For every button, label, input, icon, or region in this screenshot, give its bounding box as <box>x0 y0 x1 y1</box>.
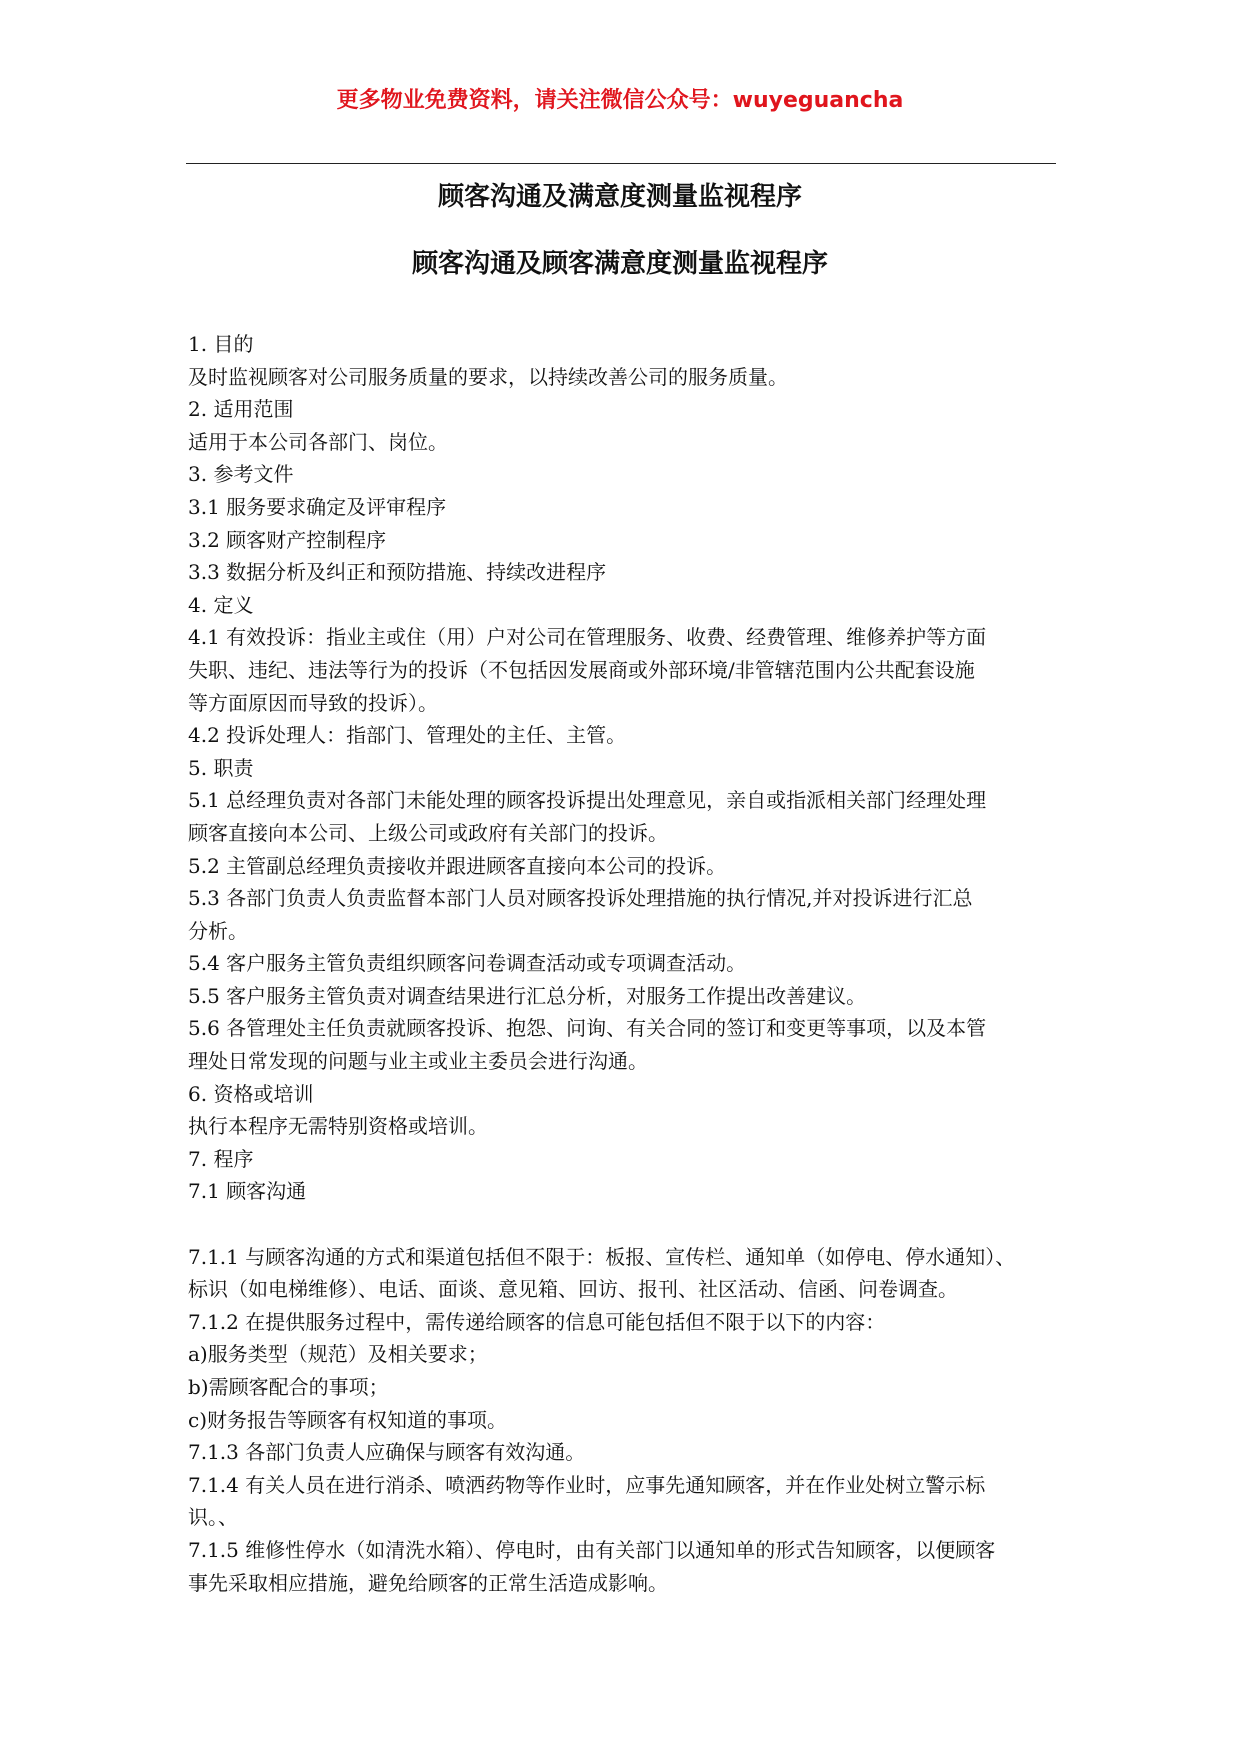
text-line: 5.4 客户服务主管负责组织顾客问卷调查活动或专项调查活动。 <box>188 951 747 976</box>
text-line: 理处日常发现的问题与业主或业主委员会进行沟通。 <box>188 1049 648 1074</box>
text-line: 事先采取相应措施，避免给顾客的正常生活造成影响。 <box>188 1570 668 1595</box>
text-line: 分析。 <box>188 918 248 943</box>
text-line: 7. 程序 <box>188 1146 254 1171</box>
text-line: 5.5 客户服务主管负责对调查结果进行汇总分析，对服务工作提出改善建议。 <box>188 983 867 1008</box>
text-line: 5.3 各部门负责人负责监督本部门人员对顾客投诉处理措施的执行情况,并对投诉进行汇总 <box>188 886 973 911</box>
document-body <box>188 328 1054 1599</box>
text-line: 顾客直接向本公司、上级公司或政府有关部门的投诉。 <box>188 820 668 845</box>
text-line: b)需顾客配合的事项； <box>188 1375 389 1399</box>
header-divider <box>186 163 1056 164</box>
text-line: 1. 目的 <box>188 332 254 356</box>
text-line: 失职、违纪、违法等行为的投诉（不包括因发展商或外部环境/非管辖范围内公共配套设施 <box>188 657 975 682</box>
text-line: 6. 资格或培训 <box>188 1081 314 1106</box>
document-title: 顾客沟通及满意度测量监视程序 <box>437 182 802 212</box>
text-line: 3.2 顾客财产控制程序 <box>188 527 387 552</box>
promo-banner: 更多物业免费资料，请关注微信公众号：wuyeguancha <box>336 88 904 113</box>
text-line: 3.1 服务要求确定及评审程序 <box>188 494 447 519</box>
text-line: 4.2 投诉处理人：指部门、管理处的主任、主管。 <box>188 723 627 748</box>
text-line: 3. 参考文件 <box>188 462 294 487</box>
text-line: a)服务类型（规范）及相关要求； <box>188 1342 488 1367</box>
text-line: 适用于本公司各部门、岗位。 <box>188 429 448 454</box>
text-line: 5.6 各管理处主任负责就顾客投诉、抱怨、问询、有关合同的签订和变更等事项，以及本管 <box>188 1016 987 1041</box>
text-line: 标识（如电梯维修）、电话、面谈、意见箱、回访、报刊、社区活动、信函、问卷调查。 <box>188 1277 958 1302</box>
text-line: c)财务报告等顾客有权知道的事项。 <box>188 1407 508 1432</box>
text-line: 7.1.1 与顾客沟通的方式和渠道包括但不限于：板报、宣传栏、通知单（如停电、停水通知）、 <box>188 1244 1016 1269</box>
text-line: 2. 适用范围 <box>188 397 294 422</box>
text-line: 7.1.2 在提供服务过程中，需传递给顾客的信息可能包括但不限于以下的内容： <box>188 1309 886 1334</box>
text-line: 执行本程序无需特别资格或培训。 <box>188 1114 488 1139</box>
text-line: 7.1.3 各部门负责人应确保与顾客有效沟通。 <box>188 1440 586 1465</box>
text-line: 4.1 有效投诉：指业主或住（用）户对公司在管理服务、收费、经费管理、维修养护等方面 <box>188 625 987 650</box>
text-line: 及时监视顾客对公司服务质量的要求，以持续改善公司的服务质量。 <box>188 364 788 389</box>
text-line: 7.1 顾客沟通 <box>188 1179 307 1204</box>
text-line: 等方面原因而导致的投诉）。 <box>188 690 438 715</box>
text-line: 7.1.5 维修性停水（如清洗水箱）、停电时，由有关部门以通知单的形式告知顾客，以便顾客 <box>188 1537 996 1562</box>
blank-line <box>188 1208 1054 1241</box>
text-line: 4. 定义 <box>188 592 254 617</box>
text-line: 7.1.4 有关人员在进行消杀、喷洒药物等作业时，应事先通知顾客，并在作业处树立警示标 <box>188 1472 986 1497</box>
document-subtitle: 顾客沟通及顾客满意度测量监视程序 <box>411 249 828 279</box>
text-line: 5.1 总经理负责对各部门未能处理的顾客投诉提出处理意见，亲自或指派相关部门经理处理 <box>188 788 987 813</box>
text-line: 3.3 数据分析及纠正和预防措施、持续改进程序 <box>188 560 607 585</box>
text-line: 5.2 主管副总经理负责接收并跟进顾客直接向本公司的投诉。 <box>188 853 727 878</box>
text-line: 识。、 <box>188 1505 238 1530</box>
text-line: 5. 职责 <box>188 755 254 780</box>
